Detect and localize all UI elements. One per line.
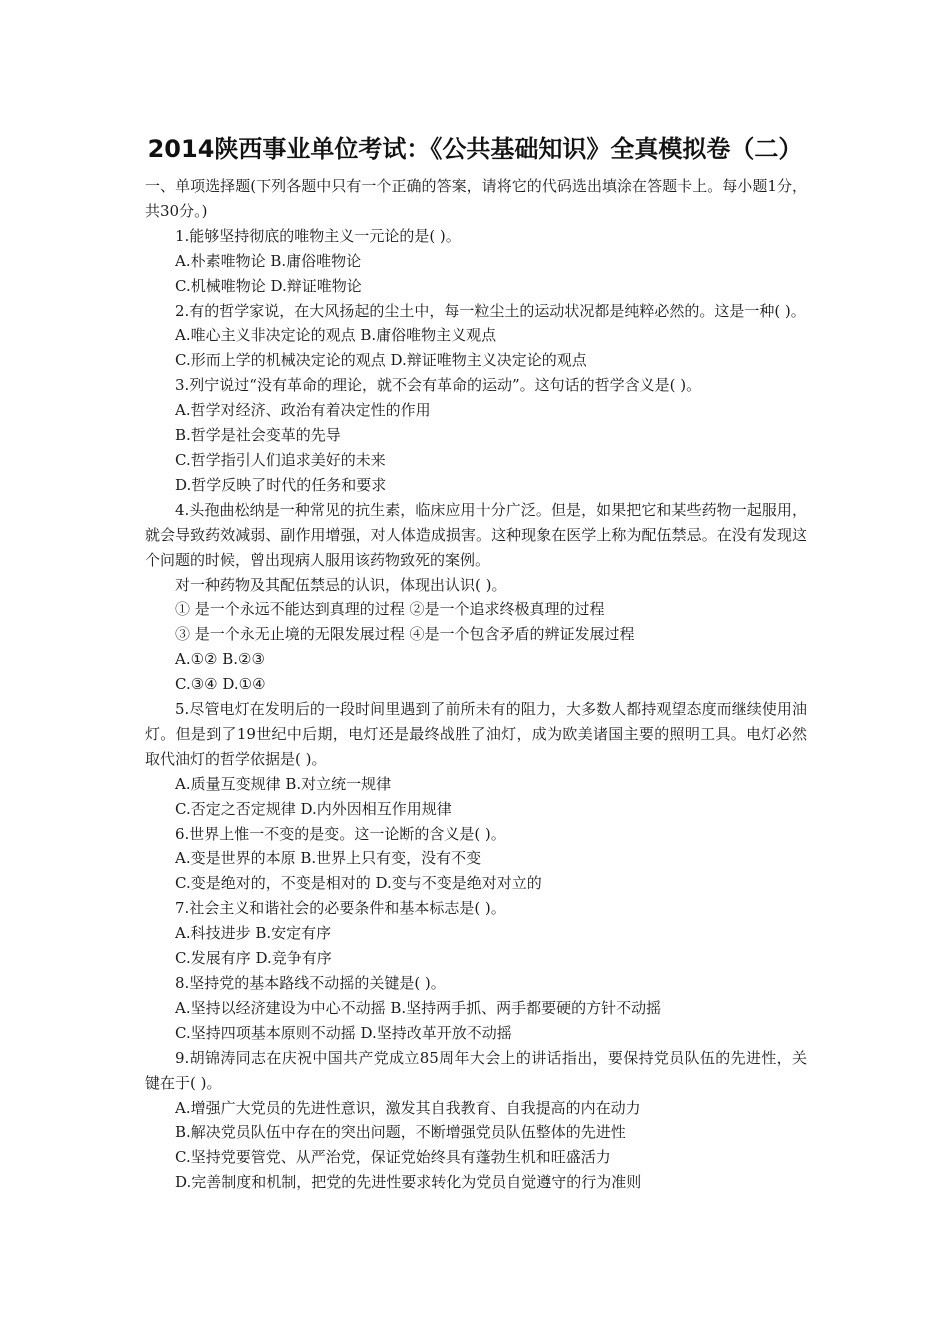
question-2-option: C.形而上学的机械决定论的观点 D.辩证唯物主义决定论的观点 xyxy=(175,351,587,370)
question-3-option: C.哲学指引人们追求美好的未来 xyxy=(175,450,386,469)
document-body xyxy=(145,174,807,1195)
question-3-option: A.哲学对经济、政治有着决定性的作用 xyxy=(175,401,431,420)
question-7-option: C.发展有序 D.竞争有序 xyxy=(175,949,332,968)
question-4-option: A.①② B.②③ xyxy=(175,650,265,669)
question-6-stem: 6.世界上惟一不变的是变。这一论断的含义是( )。 xyxy=(175,824,506,843)
question-4-option: ① 是一个永远不能达到真理的过程 ②是一个追求终极真理的过程 xyxy=(175,600,605,619)
question-1-option: A.朴素唯物论 B.庸俗唯物论 xyxy=(175,251,362,270)
question-2-stem: 2.有的哲学家说，在大风扬起的尘土中，每一粒尘土的运动状况都是纯粹必然的。这是一种( )。 xyxy=(175,301,806,320)
question-5-option: A.质量互变规律 B.对立统一规律 xyxy=(175,774,392,793)
question-8-option: C.坚持四项基本原则不动摇 D.坚持改革开放不动摇 xyxy=(175,1023,512,1042)
document-title: 2014陕西事业单位考试：《公共基础知识》全真模拟卷（二） xyxy=(147,135,803,163)
question-2-option: A.唯心主义非决定论的观点 B.庸俗唯物主义观点 xyxy=(175,326,497,345)
question-4-option: C.③④ D.①④ xyxy=(175,675,266,694)
question-3-option: B.哲学是社会变革的先导 xyxy=(175,426,341,445)
question-4-stem: 4.头孢曲松纳是一种常见的抗生素，临床应用十分广泛。但是，如果把它和某些药物一起服用，就会导致药效减弱、副作用增强，对人体造成损害。这种现象在医学上称为配伍禁忌。在没有发现这个问题的时候，曾出现病人服用该药物致死的案例。 xyxy=(145,500,807,569)
question-9-option: A.增强广大党员的先进性意识，激发其自我教育、自我提高的内在动力 xyxy=(175,1098,641,1117)
question-8-stem: 8.坚持党的基本路线不动摇的关键是( )。 xyxy=(175,974,446,992)
question-5-stem: 5.尽管电灯在发明后的一段时间里遇到了前所未有的阻力，大多数人都持观望态度而继续使用油灯。但是到了19世纪中后期，电灯还是最终战胜了油灯，成为欧美诸国主要的照明工具。电灯必然取代油灯的哲学依据是( )。 xyxy=(145,700,807,768)
section-heading: 一、单项选择题(下列各题中只有一个正确的答案，请将它的代码选出填涂在答题卡上。每小题1分，共30分。) xyxy=(145,177,807,220)
question-9-option: B.解决党员队伍中存在的突出问题，不断增强党员队伍整体的先进性 xyxy=(175,1123,626,1142)
question-3-option: D.哲学反映了时代的任务和要求 xyxy=(175,475,387,494)
question-4-option: ③ 是一个永无止境的无限发展过程 ④是一个包含矛盾的辨证发展过程 xyxy=(175,625,635,644)
question-7-option: A.科技进步 B.安定有序 xyxy=(175,924,332,943)
question-9-option: D.完善制度和机制，把党的先进性要求转化为党员自觉遵守的行为准则 xyxy=(175,1173,642,1192)
question-6-option: A.变是世界的本原 B.世界上只有变，没有不变 xyxy=(175,849,482,868)
question-5-option: C.否定之否定规律 D.内外因相互作用规律 xyxy=(175,799,452,818)
question-8-option: A.坚持以经济建设为中心不动摇 B.坚持两手抓、两手都要硬的方针不动摇 xyxy=(175,998,662,1017)
question-9-option: C.坚持党要管党、从严治党，保证党始终具有蓬勃生机和旺盛活力 xyxy=(175,1148,611,1167)
question-9-stem: 9.胡锦涛同志在庆祝中国共产党成立85周年大会上的讲话指出，要保持党员队伍的先进性，关键在于( )。 xyxy=(145,1048,807,1092)
question-1-stem: 1.能够坚持彻底的唯物主义一元论的是( )。 xyxy=(175,226,461,245)
question-1-option: C.机械唯物论 D.辩证唯物论 xyxy=(175,276,362,295)
question-7-stem: 7.社会主义和谐社会的必要条件和基本标志是( )。 xyxy=(175,899,506,918)
question-6-option: C.变是绝对的，不变是相对的 D.变与不变是绝对对立的 xyxy=(175,874,542,893)
question-3-stem: 3.列宁说过“没有革命的理论，就不会有革命的运动”。这句话的哲学含义是( )。 xyxy=(175,376,702,395)
question-4-stem-continued: 对一种药物及其配伍禁忌的认识，体现出认识( )。 xyxy=(175,575,507,594)
